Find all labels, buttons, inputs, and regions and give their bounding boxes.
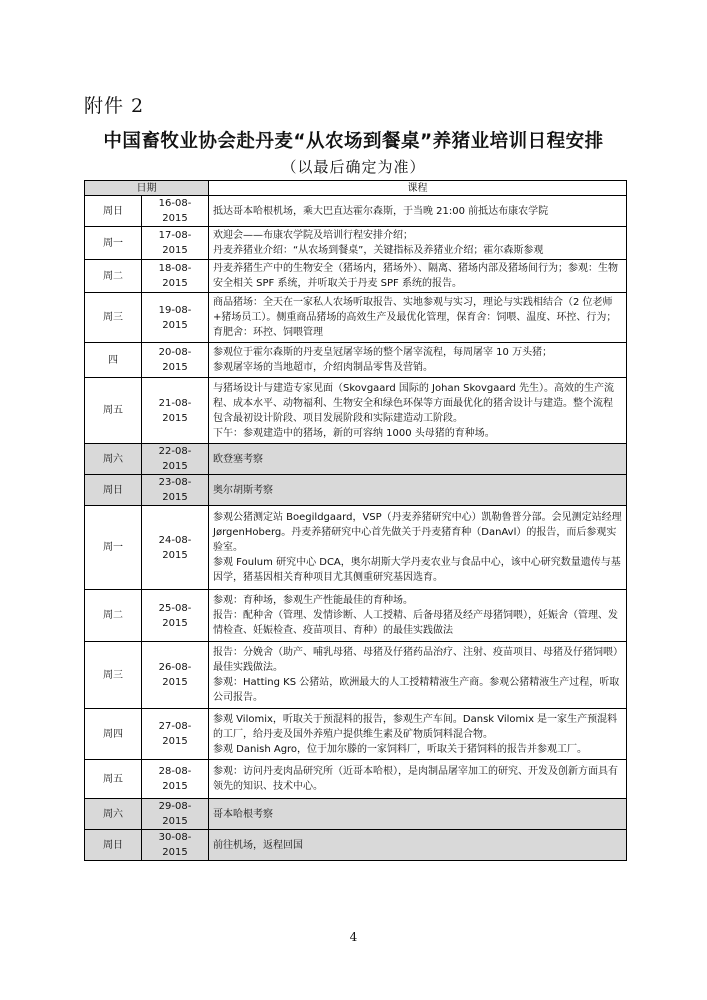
day-cell: 周一 bbox=[85, 227, 142, 260]
attachment-label: 附件 2 bbox=[84, 95, 145, 117]
course-cell bbox=[209, 760, 627, 799]
date-cell: 21-08-2015 bbox=[142, 378, 209, 444]
course-cell bbox=[209, 260, 627, 293]
course-cell bbox=[209, 830, 627, 861]
table-row bbox=[85, 260, 627, 293]
day-cell: 周四 bbox=[85, 709, 142, 760]
table-row bbox=[85, 378, 627, 444]
course-cell bbox=[209, 227, 627, 260]
course-line: 商品猪场：全天在一家私人农场听取报告、实地参观与实习，理论与实践相结合（2 位老师+猪场员工）。侧重商品猪场的高效生产及最优化管理，保育舍：饲喂、温度、环控、行为；育肥舍：环控、饲喂管理 bbox=[213, 297, 617, 338]
day-cell: 周日 bbox=[85, 475, 142, 506]
course-line: 参观位于霍尔森斯的丹麦皇冠屠宰场的整个屠宰流程，每周屠宰 10 万头猪； bbox=[213, 347, 553, 358]
schedule-body bbox=[85, 196, 627, 861]
table-row bbox=[85, 830, 627, 861]
day-cell: 周五 bbox=[85, 760, 142, 799]
course-line: 与猪场设计与建造专家见面（Skovgaard 国际的 Johan Skovgaard 先生）。高效的生产流程、成本水平、动物福利、生物安全和绿色环保等方面最优化的猪舍设计与建造。整个流程包含最初设计阶段、项目发展阶段和实际建造动工阶段。 bbox=[213, 382, 614, 424]
table-row bbox=[85, 506, 627, 590]
day-cell: 四 bbox=[85, 343, 142, 378]
course-cell bbox=[209, 799, 627, 830]
course-line: 下午：参观建造中的猪场，新的可容纳 1000 头母猪的育种场。 bbox=[213, 427, 495, 439]
course-cell bbox=[209, 196, 627, 227]
day-cell: 周三 bbox=[85, 293, 142, 343]
course-line: 报告：分娩舍（助产、哺乳母猪、母猪及仔猪药品治疗、注射、疫苗项目、母猪及仔猪饲喂）最佳实践做法。 bbox=[213, 647, 618, 673]
course-line: 参观：访问丹麦肉品研究所（近哥本哈根），是肉制品屠宰加工的研究、开发及创新方面具有领先的知识、技术中心。 bbox=[213, 766, 618, 792]
day-cell: 周日 bbox=[85, 830, 142, 861]
course-line: 丹麦养猪生产中的生物安全（猪场内，猪场外）、隔离、猪场内部及猪场间行为；参观：生物安全相关 SPF 系统，并听取关于丹麦 SPF 系统的报告。 bbox=[213, 263, 618, 289]
date-cell: 24-08-2015 bbox=[142, 506, 209, 590]
course-cell bbox=[209, 378, 627, 444]
table-row bbox=[85, 799, 627, 830]
course-line: 报告：配种舍（管理、发情诊断、人工授精、后备母猪及经产母猪饲喂），妊娠舍（管理、发情检查、妊娠检查、疫苗项目、育种）的最佳实践做法 bbox=[213, 610, 618, 636]
day-cell: 周二 bbox=[85, 590, 142, 642]
date-cell: 19-08-2015 bbox=[142, 293, 209, 343]
table-header-row bbox=[85, 181, 627, 196]
table-row bbox=[85, 642, 627, 709]
course-cell bbox=[209, 343, 627, 378]
table-row bbox=[85, 590, 627, 642]
course-cell bbox=[209, 293, 627, 343]
date-cell: 23-08-2015 bbox=[142, 475, 209, 506]
table-row bbox=[85, 709, 627, 760]
day-cell: 周五 bbox=[85, 378, 142, 444]
course-line: 参观 Foulum 研究中心 DCA，奥尔胡斯大学丹麦农业与食品中心，该中心研究数量遗传与基因学，猪基因相关育种项目尤其侧重研究基因选育。 bbox=[213, 557, 621, 583]
table-row bbox=[85, 196, 627, 227]
table-row bbox=[85, 293, 627, 343]
course-line: 抵达哥本哈根机场，乘大巴直达霍尔森斯，于当晚 21:00 前抵达布康农学院 bbox=[213, 205, 549, 217]
course-header: 课程 bbox=[209, 181, 627, 196]
date-cell: 20-08-2015 bbox=[142, 343, 209, 378]
date-cell: 27-08-2015 bbox=[142, 709, 209, 760]
course-cell bbox=[209, 444, 627, 475]
date-cell: 17-08-2015 bbox=[142, 227, 209, 260]
course-cell bbox=[209, 475, 627, 506]
day-cell: 周三 bbox=[85, 642, 142, 709]
course-line: 前往机场，返程回国 bbox=[213, 839, 303, 851]
day-cell: 周二 bbox=[85, 260, 142, 293]
date-cell: 16-08-2015 bbox=[142, 196, 209, 227]
day-cell: 周日 bbox=[85, 196, 142, 227]
course-line: 参观 Danish Agro，位于加尔滕的一家饲料厂，听取关于猪饲料的报告并参观工厂。 bbox=[213, 743, 588, 755]
date-cell: 18-08-2015 bbox=[142, 260, 209, 293]
table-row bbox=[85, 227, 627, 260]
date-cell: 28-08-2015 bbox=[142, 760, 209, 799]
course-line: 参观 Vilomix，听取关于预混料的报告，参观生产车间。Dansk Vilomix 是一家生产预混料的工厂，给丹麦及国外养殖户提供维生素及矿物质饲料混合物。 bbox=[213, 713, 618, 740]
course-line: 参观公猪测定站 Boegildgaard，VSP（丹麦养猪研究中心）凯勒鲁普分部。会见测定站经理 JørgenHoberg。丹麦养猪研究中心首先做关于丹麦猪育种（DanAvl）的报告，而后参观实验室。 bbox=[213, 512, 622, 553]
course-cell bbox=[209, 709, 627, 760]
course-line: 欢迎会——布康农学院及培训行程安排介绍； bbox=[213, 230, 413, 241]
course-line: 欧登塞考察 bbox=[213, 453, 263, 465]
course-line: 参观：育种场，参观生产性能最佳的育种场。 bbox=[213, 595, 413, 606]
date-header: 日期 bbox=[85, 181, 209, 196]
date-cell: 25-08-2015 bbox=[142, 590, 209, 642]
table-row bbox=[85, 760, 627, 799]
date-cell: 30-08-2015 bbox=[142, 830, 209, 861]
schedule-table bbox=[84, 180, 627, 861]
page-number: 4 bbox=[349, 930, 358, 944]
day-cell: 周六 bbox=[85, 799, 142, 830]
table-row bbox=[85, 343, 627, 378]
date-cell: 22-08-2015 bbox=[142, 444, 209, 475]
course-line: 哥本哈根考察 bbox=[213, 808, 273, 820]
date-cell: 26-08-2015 bbox=[142, 642, 209, 709]
table-row bbox=[85, 475, 627, 506]
document-title: 中国畜牧业协会赴丹麦“从农场到餐桌”养猪业培训日程安排 bbox=[103, 131, 604, 152]
course-cell bbox=[209, 590, 627, 642]
course-line: 奥尔胡斯考察 bbox=[213, 484, 273, 496]
table-row bbox=[85, 444, 627, 475]
day-cell: 周六 bbox=[85, 444, 142, 475]
course-line: 参观屠宰场的当地超市，介绍肉制品零售及营销。 bbox=[213, 362, 433, 373]
course-cell bbox=[209, 506, 627, 590]
date-cell: 29-08-2015 bbox=[142, 799, 209, 830]
document-subtitle: （以最后确定为准） bbox=[281, 158, 426, 176]
course-cell bbox=[209, 642, 627, 709]
day-cell: 周一 bbox=[85, 506, 142, 590]
course-line: 丹麦养猪业介绍：“从农场到餐桌”，关键指标及养猪业介绍；霍尔森斯参观 bbox=[213, 245, 544, 256]
course-line: 参观：Hatting KS 公猪站，欧洲最大的人工授精精液生产商。参观公猪精液生产过程，听取公司报告。 bbox=[213, 677, 620, 703]
